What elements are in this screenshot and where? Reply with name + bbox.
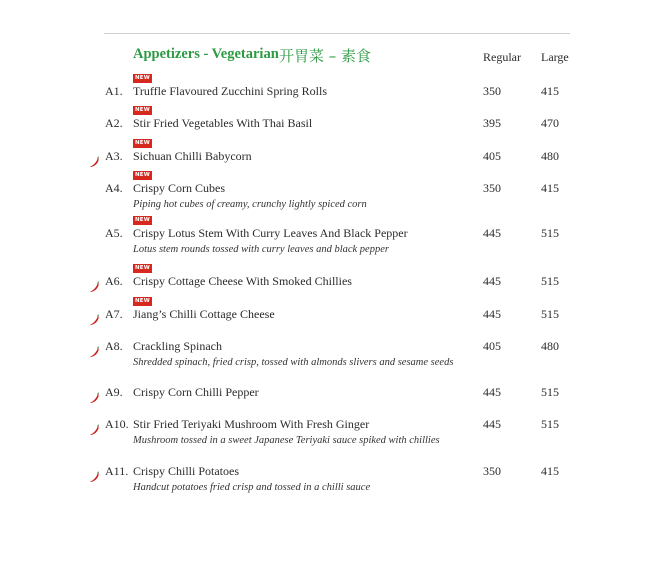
new-badge: NEW bbox=[134, 265, 151, 271]
section-title: Appetizers - Vegetarian bbox=[133, 46, 279, 62]
price-large: 515 bbox=[541, 274, 559, 288]
price-large: 480 bbox=[541, 339, 559, 353]
item-name: Sichuan Chilli Babycorn bbox=[133, 149, 252, 163]
section-title-chinese: 开胃菜 – 素食 bbox=[279, 47, 372, 65]
item-code: A9. bbox=[105, 385, 123, 399]
new-badge: NEW bbox=[134, 140, 151, 146]
column-header-regular: Regular bbox=[483, 50, 521, 64]
item-name: Crispy Corn Cubes bbox=[133, 181, 226, 195]
item-name: Stir Fried Vegetables With Thai Basil bbox=[133, 116, 313, 130]
chili-icon bbox=[88, 391, 100, 403]
price-regular: 395 bbox=[483, 116, 501, 130]
item-description: Shredded spinach, fried crisp, tossed with almonds slivers and sesame seeds bbox=[133, 357, 454, 368]
item-name: Crispy Cottage Cheese With Smoked Chillies bbox=[133, 274, 352, 288]
column-header-large: Large bbox=[541, 50, 569, 64]
item-name: Stir Fried Teriyaki Mushroom With Fresh Ginger bbox=[133, 417, 370, 431]
chili-icon bbox=[88, 155, 100, 167]
price-regular: 350 bbox=[483, 464, 501, 478]
item-name: Truffle Flavoured Zucchini Spring Rolls bbox=[133, 84, 327, 98]
price-large: 415 bbox=[541, 181, 559, 195]
item-code: A10. bbox=[105, 417, 129, 431]
item-name: Jiang’s Chilli Cottage Cheese bbox=[133, 307, 275, 321]
price-regular: 405 bbox=[483, 339, 501, 353]
header-divider bbox=[104, 33, 570, 34]
item-name: Crackling Spinach bbox=[133, 339, 222, 353]
price-regular: 445 bbox=[483, 226, 501, 240]
chili-icon bbox=[88, 313, 100, 325]
item-description: Handcut potatoes fried crisp and tossed in a chilli sauce bbox=[133, 482, 371, 493]
item-description: Mushroom tossed in a sweet Japanese Teriyaki sauce spiked with chillies bbox=[133, 435, 440, 446]
price-large: 515 bbox=[541, 417, 559, 431]
new-badge: NEW bbox=[134, 172, 151, 178]
item-code: A6. bbox=[105, 274, 123, 288]
chili-icon bbox=[88, 345, 100, 357]
item-code: A5. bbox=[105, 226, 123, 240]
item-code: A7. bbox=[105, 307, 123, 321]
chili-icon bbox=[88, 280, 100, 292]
price-regular: 445 bbox=[483, 417, 501, 431]
price-large: 515 bbox=[541, 385, 559, 399]
price-regular: 350 bbox=[483, 84, 501, 98]
item-description: Lotus stem rounds tossed with curry leaves and black pepper bbox=[133, 244, 389, 255]
item-code: A4. bbox=[105, 181, 123, 195]
item-description: Piping hot cubes of creamy, crunchy lightly spiced corn bbox=[133, 199, 367, 210]
chili-icon bbox=[88, 470, 100, 482]
item-name: Crispy Lotus Stem With Curry Leaves And Black Pepper bbox=[133, 226, 408, 240]
new-badge: NEW bbox=[134, 298, 151, 304]
chili-icon bbox=[88, 423, 100, 435]
new-badge: NEW bbox=[134, 75, 151, 81]
price-regular: 445 bbox=[483, 307, 501, 321]
price-large: 415 bbox=[541, 464, 559, 478]
price-large: 515 bbox=[541, 307, 559, 321]
price-large: 415 bbox=[541, 84, 559, 98]
new-badge: NEW bbox=[134, 107, 151, 113]
price-large: 515 bbox=[541, 226, 559, 240]
price-regular: 445 bbox=[483, 274, 501, 288]
price-regular: 405 bbox=[483, 149, 501, 163]
item-name: Crispy Corn Chilli Pepper bbox=[133, 385, 259, 399]
item-name: Crispy Chilli Potatoes bbox=[133, 464, 240, 478]
price-large: 480 bbox=[541, 149, 559, 163]
price-large: 470 bbox=[541, 116, 559, 130]
price-regular: 445 bbox=[483, 385, 501, 399]
item-code: A8. bbox=[105, 339, 123, 353]
item-code: A11. bbox=[105, 464, 129, 478]
item-code: A2. bbox=[105, 116, 123, 130]
price-regular: 350 bbox=[483, 181, 501, 195]
item-code: A1. bbox=[105, 84, 123, 98]
item-code: A3. bbox=[105, 149, 123, 163]
new-badge: NEW bbox=[134, 217, 151, 223]
